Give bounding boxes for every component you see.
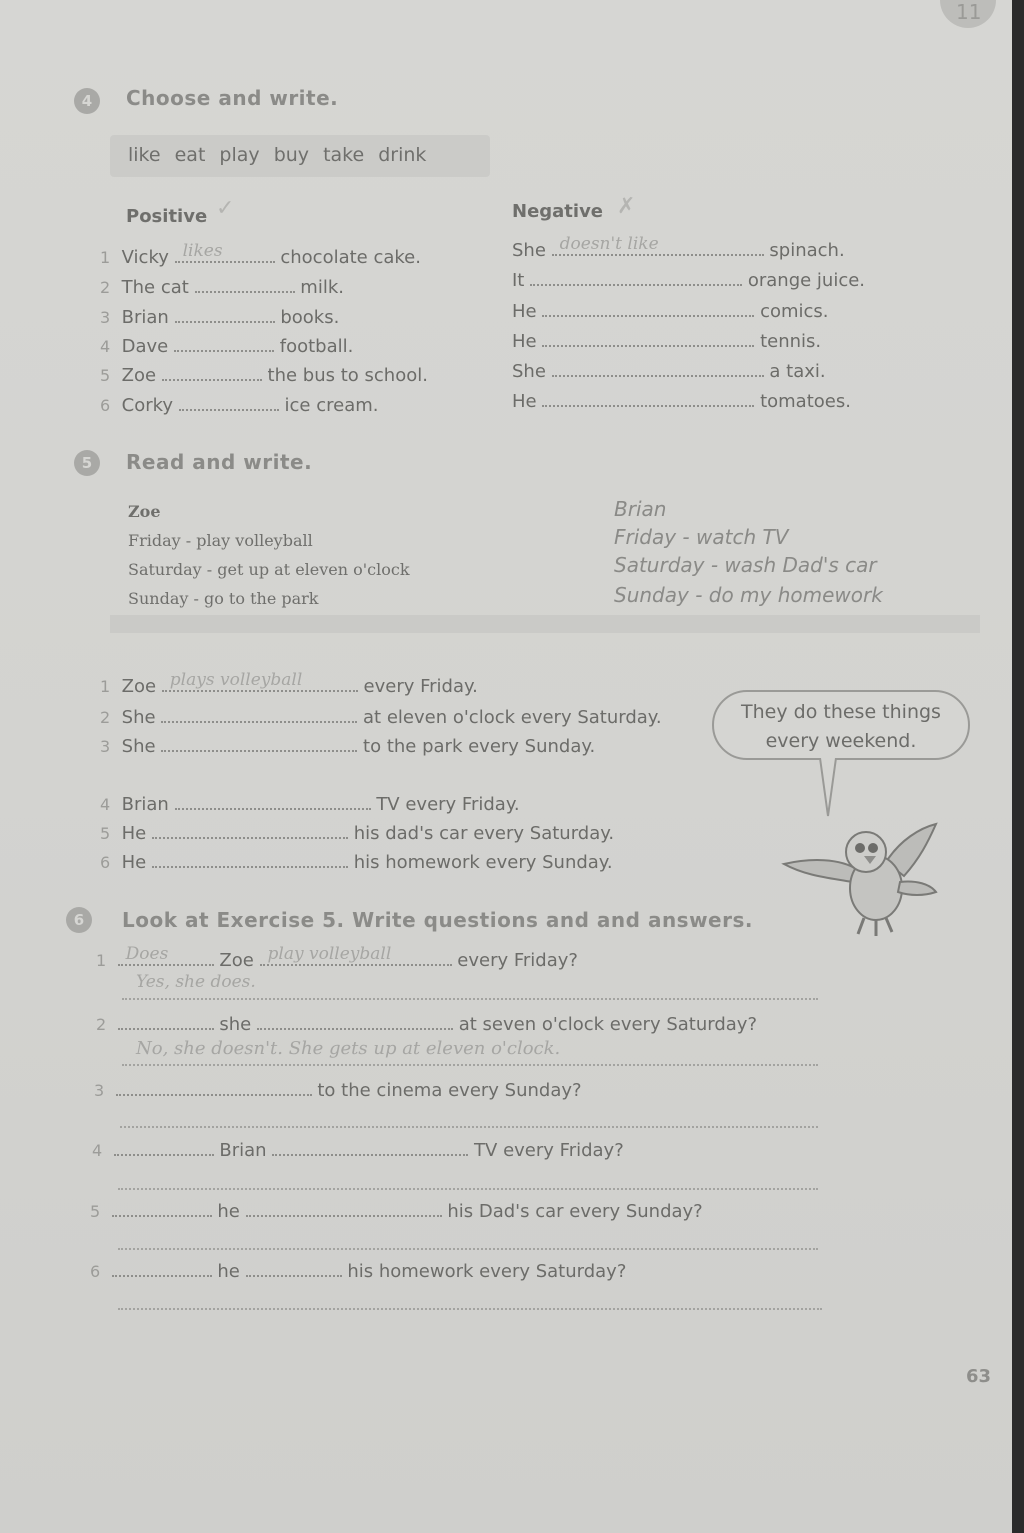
- positive-row: 4 Dave football.: [100, 336, 354, 357]
- exercise-6-title: Look at Exercise 5. Write questions and and answers.: [122, 908, 753, 932]
- zoe-schedule-line: Friday - play volleyball: [128, 531, 313, 550]
- answer-blank[interactable]: [114, 1138, 214, 1156]
- positive-row: 3 Brian books.: [100, 307, 340, 328]
- answer-blank[interactable]: [530, 268, 742, 286]
- tick-icon: ✓: [216, 196, 235, 221]
- ex5-row: 5 He his dad's car every Saturday.: [100, 823, 615, 844]
- answer-blank[interactable]: [257, 1012, 453, 1030]
- answer-blank[interactable]: [161, 705, 357, 723]
- answer-blank[interactable]: [161, 734, 357, 752]
- answer-line[interactable]: [118, 1308, 822, 1310]
- answer-blank[interactable]: [112, 1259, 212, 1277]
- brian-name: Brian: [614, 497, 667, 521]
- speech-bubble: They do these things every weekend.: [712, 690, 970, 760]
- ex6-question: 3 to the cinema every Sunday?: [94, 1080, 582, 1101]
- answer-blank[interactable]: [246, 1199, 442, 1217]
- ex6-question: 6 he his homework every Saturday?: [90, 1261, 627, 1282]
- answer-blank[interactable]: [112, 1199, 212, 1217]
- answer-blank[interactable]: [152, 850, 348, 868]
- answer-blank[interactable]: [174, 334, 274, 352]
- answer-blank[interactable]: [162, 363, 262, 381]
- answer-blank[interactable]: [175, 305, 275, 323]
- answer-blank[interactable]: [542, 329, 754, 347]
- answer-line[interactable]: [120, 1126, 818, 1128]
- answer-line[interactable]: [118, 1248, 818, 1250]
- ex6-question: 2 she at seven o'clock every Saturday?: [96, 1014, 757, 1035]
- handwritten-answer: No, she doesn't. She gets up at eleven o'clock.: [136, 1038, 561, 1059]
- ex6-question: 1 Does Zoe play volleyball every Friday?: [96, 944, 578, 971]
- exercise-4-badge: 4: [74, 88, 100, 114]
- ex5-row: 3 She to the park every Sunday.: [100, 736, 596, 757]
- answer-blank[interactable]: [118, 1012, 214, 1030]
- exercise-5-title: Read and write.: [126, 450, 313, 474]
- ex6-question: 4 Brian TV every Friday?: [92, 1140, 624, 1161]
- ex6-question: 5 he his Dad's car every Sunday?: [90, 1201, 703, 1222]
- exercise-5-badge: 5: [74, 450, 100, 476]
- bird-illustration: [780, 818, 940, 940]
- answer-blank[interactable]: [542, 389, 754, 407]
- exercise-4-title: Choose and write.: [126, 86, 339, 110]
- answer-blank[interactable]: doesn't like: [552, 238, 764, 256]
- answer-blank[interactable]: Does: [118, 948, 214, 966]
- zoe-name: Zoe: [128, 502, 161, 521]
- brian-schedule-line: Saturday - wash Dad's car: [614, 553, 877, 577]
- brian-schedule-line: Friday - watch TV: [614, 525, 789, 549]
- word-list: like eat play buy take drink: [128, 144, 427, 166]
- zoe-schedule-line: Sunday - go to the park: [128, 589, 319, 608]
- negative-row: She a taxi.: [512, 361, 826, 382]
- answer-line[interactable]: [118, 1188, 818, 1190]
- cross-icon: ✗: [617, 194, 636, 219]
- corner-label: 11: [956, 0, 982, 24]
- page-number: 63: [966, 1366, 992, 1387]
- negative-row: He tennis.: [512, 331, 822, 352]
- answer-blank[interactable]: [175, 792, 371, 810]
- answer-blank[interactable]: [116, 1078, 312, 1096]
- divider-band: [110, 615, 980, 633]
- ex5-row: 6 He his homework every Sunday.: [100, 852, 613, 873]
- handwritten-answer: Yes, she does.: [136, 972, 256, 992]
- bubble-tail: [818, 758, 842, 820]
- positive-row: 1 Vicky likes chocolate cake.: [100, 241, 421, 268]
- negative-row: He comics.: [512, 301, 829, 322]
- ex5-row: 4 Brian TV every Friday.: [100, 794, 520, 815]
- negative-row: He tomatoes.: [512, 391, 851, 412]
- positive-label: Positive: [126, 206, 208, 227]
- positive-row: 5 Zoe the bus to school.: [100, 365, 428, 386]
- negative-label: Negative: [512, 201, 604, 222]
- answer-blank[interactable]: [152, 821, 348, 839]
- answer-blank[interactable]: [179, 393, 279, 411]
- brian-schedule-line: Sunday - do my homework: [614, 583, 883, 607]
- exercise-6-badge: 6: [66, 907, 92, 933]
- answer-blank[interactable]: [246, 1259, 342, 1277]
- answer-blank[interactable]: [195, 275, 295, 293]
- negative-row: It orange juice.: [512, 270, 866, 291]
- positive-row: 6 Corky ice cream.: [100, 395, 379, 416]
- ex5-row: 2 She at eleven o'clock every Saturday.: [100, 707, 662, 728]
- answer-blank[interactable]: play volleyball: [260, 948, 452, 966]
- answer-blank[interactable]: likes: [175, 245, 275, 263]
- answer-blank[interactable]: plays volleyball: [162, 674, 358, 692]
- negative-row: She doesn't like spinach.: [512, 234, 845, 261]
- ex5-row: 1 Zoe plays volleyball every Friday.: [100, 670, 478, 697]
- zoe-schedule-line: Saturday - get up at eleven o'clock: [128, 560, 410, 579]
- answer-blank[interactable]: [542, 299, 754, 317]
- positive-row: 2 The cat milk.: [100, 277, 344, 298]
- answer-blank[interactable]: [552, 359, 764, 377]
- answer-blank[interactable]: [272, 1138, 468, 1156]
